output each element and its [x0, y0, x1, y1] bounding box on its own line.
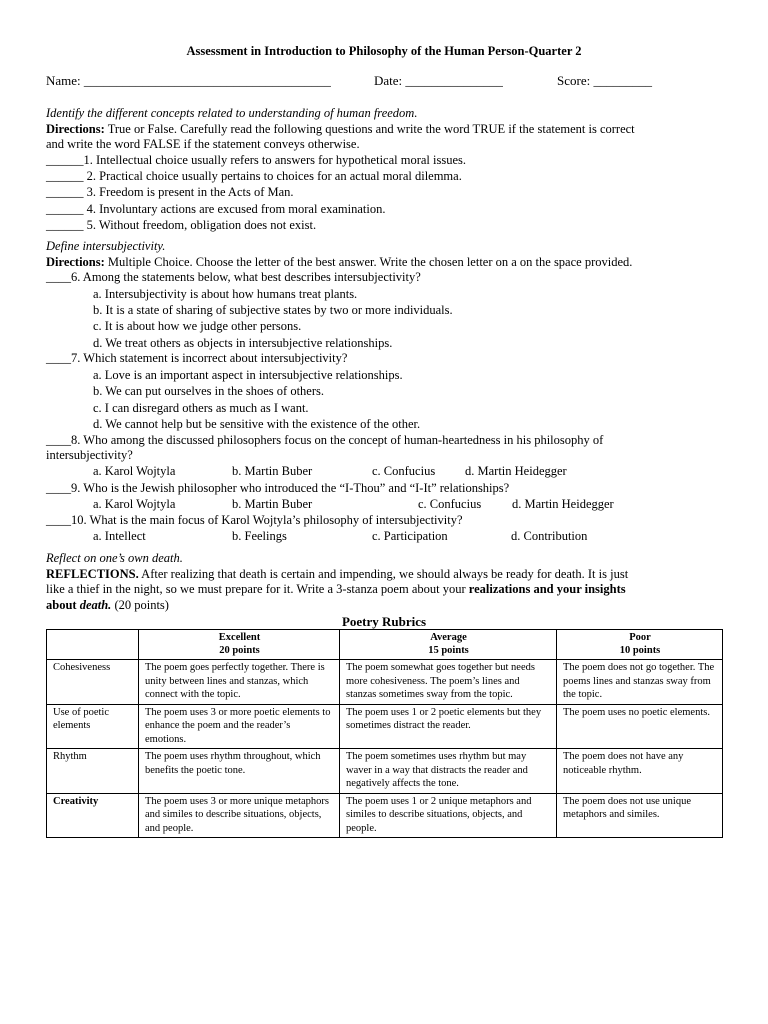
reflection-line3	[46, 598, 169, 613]
rubric-cell: The poem uses no poetic elements.	[557, 704, 723, 749]
reflection-line2	[46, 582, 626, 597]
answer-option: b. Martin Buber	[232, 464, 313, 478]
rubric-column-header	[340, 630, 557, 660]
answer-option: c. Confucius	[418, 497, 482, 511]
answer-option: a. Karol Wojtyla	[93, 497, 176, 511]
column-label: Average	[430, 632, 467, 643]
rubric-row	[47, 660, 723, 705]
answer-option: c. It is about how we judge other persons.	[93, 319, 302, 333]
reflection-line1	[46, 567, 628, 582]
question-stem: ____7. Which statement is incorrect about intersubjectivity?	[46, 351, 348, 365]
rubric-criterion: Cohesiveness	[47, 660, 139, 705]
rubric-cell: The poem uses 1 or 2 poetic elements but they sometimes distract the reader.	[340, 704, 557, 749]
answer-option: c. Confucius	[372, 464, 436, 478]
answer-option: a. Intersubjectivity is about how humans treat plants.	[93, 287, 358, 301]
answer-option: b. It is a state of sharing of subjective states by two or more individuals.	[93, 303, 453, 317]
directions-text: Multiple Choice. Choose the letter of the best answer. Write the chosen letter on a on the space provided.	[104, 255, 633, 269]
answer-option: b. Martin Buber	[232, 497, 313, 511]
column-label: Poor	[629, 632, 651, 643]
answer-option: b. We can put ourselves in the shoes of others.	[93, 384, 325, 398]
rubric-column-header	[139, 630, 340, 660]
column-points: 15 points	[428, 645, 469, 656]
score-field: Score: _________	[557, 73, 652, 88]
part2-objective: Define intersubjectivity.	[46, 239, 166, 253]
question-item: ______ 2. Practical choice usually pertains to choices for an actual moral dilemma.	[46, 169, 462, 183]
part2-directions	[46, 255, 632, 270]
rubric-cell: The poem uses 3 or more poetic elements to enhance the poem and the reader’s emotions.	[139, 704, 340, 749]
rubric-cell: The poem does not have any noticeable rhythm.	[557, 749, 723, 794]
rubric-criterion: Use of poetic elements	[47, 704, 139, 749]
reflection-text: like a thief in the night, so we must prepare for it. Write a 3-stanza poem about your	[46, 582, 469, 596]
page-title: Assessment in Introduction to Philosophy of the Human Person-Quarter 2	[186, 44, 582, 58]
directions-label: Directions:	[46, 122, 105, 136]
rubric-cell: The poem does not go together. The poems lines and stanzas sway from the topic.	[557, 660, 723, 705]
question-item: ______ 3. Freedom is present in the Acts of Man.	[46, 185, 294, 199]
answer-option: d. Martin Heidegger	[512, 497, 614, 511]
answer-option: a. Intellect	[93, 529, 146, 543]
column-label: Excellent	[218, 632, 261, 643]
rubric-cell: The poem does not use unique metaphors and similes.	[557, 793, 723, 838]
rubric-cell: The poem goes perfectly together. There is unity between lines and stanzas, which connect with the topic.	[139, 660, 340, 705]
answer-option: d. We treat others as objects in intersubjective relationships.	[93, 336, 393, 350]
answer-option: c. I can disregard others as much as I want.	[93, 401, 309, 415]
part3-objective: Reflect on one’s own death.	[46, 551, 183, 565]
part1-directions-line1	[46, 122, 635, 137]
directions-text: True or False. Carefully read the following questions and write the word TRUE if the statement is correct	[104, 122, 635, 136]
rubric-header-row	[47, 630, 723, 660]
column-points: 10 points	[619, 645, 661, 656]
question-item: ______1. Intellectual choice usually refers to answers for hypothetical moral issues.	[46, 153, 467, 167]
question-item: ______ 5. Without freedom, obligation does not exist.	[46, 218, 317, 232]
name-field: Name: ______________________________________	[46, 73, 331, 88]
reflection-points: (20 points)	[111, 598, 169, 612]
rubric-table	[46, 629, 723, 838]
rubric-row	[47, 704, 723, 749]
rubric-cell: The poem somewhat goes together but needs more cohesiveness. The poem’s lines and stanzas sometimes sway from the topic.	[340, 660, 557, 705]
part1-directions-line2: and write the word FALSE if the statement conveys otherwise.	[46, 137, 360, 151]
question-stem: ____6. Among the statements below, what best describes intersubjectivity?	[46, 270, 421, 284]
directions-label: Directions:	[46, 255, 105, 269]
reflection-emphasis: death.	[79, 598, 112, 612]
rubric-cell: The poem uses rhythm throughout, which benefits the poetic tone.	[139, 749, 340, 794]
answer-option: d. We cannot help but be sensitive with the existence of the other.	[93, 417, 421, 431]
rubric-corner-cell	[47, 630, 139, 660]
question-stem: ____9. Who is the Jewish philosopher who introduced the “I-Thou” and “I-It” relationships?	[46, 481, 510, 495]
reflection-text: After realizing that death is certain and impending, we should always be ready for death. It is just	[138, 567, 629, 581]
column-points: 20 points	[219, 645, 260, 656]
reflection-emphasis: realizations and your insights	[468, 582, 626, 596]
answer-option: d. Martin Heidegger	[465, 464, 567, 478]
answer-option: d. Contribution	[511, 529, 588, 543]
question-stem-cont: intersubjectivity?	[46, 448, 133, 462]
answer-option: b. Feelings	[232, 529, 287, 543]
rubric-cell: The poem sometimes uses rhythm but may waver in a way that distracts the reader and negatively affects the tone.	[340, 749, 557, 794]
rubric-cell: The poem uses 1 or 2 unique metaphors and similes to describe situations, objects, and people.	[340, 793, 557, 838]
question-item: ______ 4. Involuntary actions are excused from moral examination.	[46, 202, 386, 216]
rubric-criterion: Creativity	[47, 793, 139, 838]
question-stem: ____10. What is the main focus of Karol Wojtyla’s philosophy of intersubjectivity?	[46, 513, 463, 527]
reflections-label: REFLECTIONS.	[46, 567, 139, 581]
answer-option: a. Love is an important aspect in intersubjective relationships.	[93, 368, 403, 382]
rubric-title: Poetry Rubrics	[341, 614, 427, 629]
part1-objective: Identify the different concepts related to understanding of human freedom.	[46, 106, 418, 120]
question-stem: ____8. Who among the discussed philosophers focus on the concept of human-heartedness in his philosophy of	[46, 433, 604, 447]
rubric-row	[47, 749, 723, 794]
rubric-cell: The poem uses 3 or more unique metaphors and similes to describe situations, objects, and people.	[139, 793, 340, 838]
answer-option: c. Participation	[372, 529, 448, 543]
rubric-column-header	[557, 630, 723, 660]
reflection-emphasis: about	[46, 598, 80, 612]
rubric-row	[47, 793, 723, 838]
rubric-criterion: Rhythm	[47, 749, 139, 794]
answer-option: a. Karol Wojtyla	[93, 464, 176, 478]
date-field: Date: _______________	[374, 73, 503, 88]
